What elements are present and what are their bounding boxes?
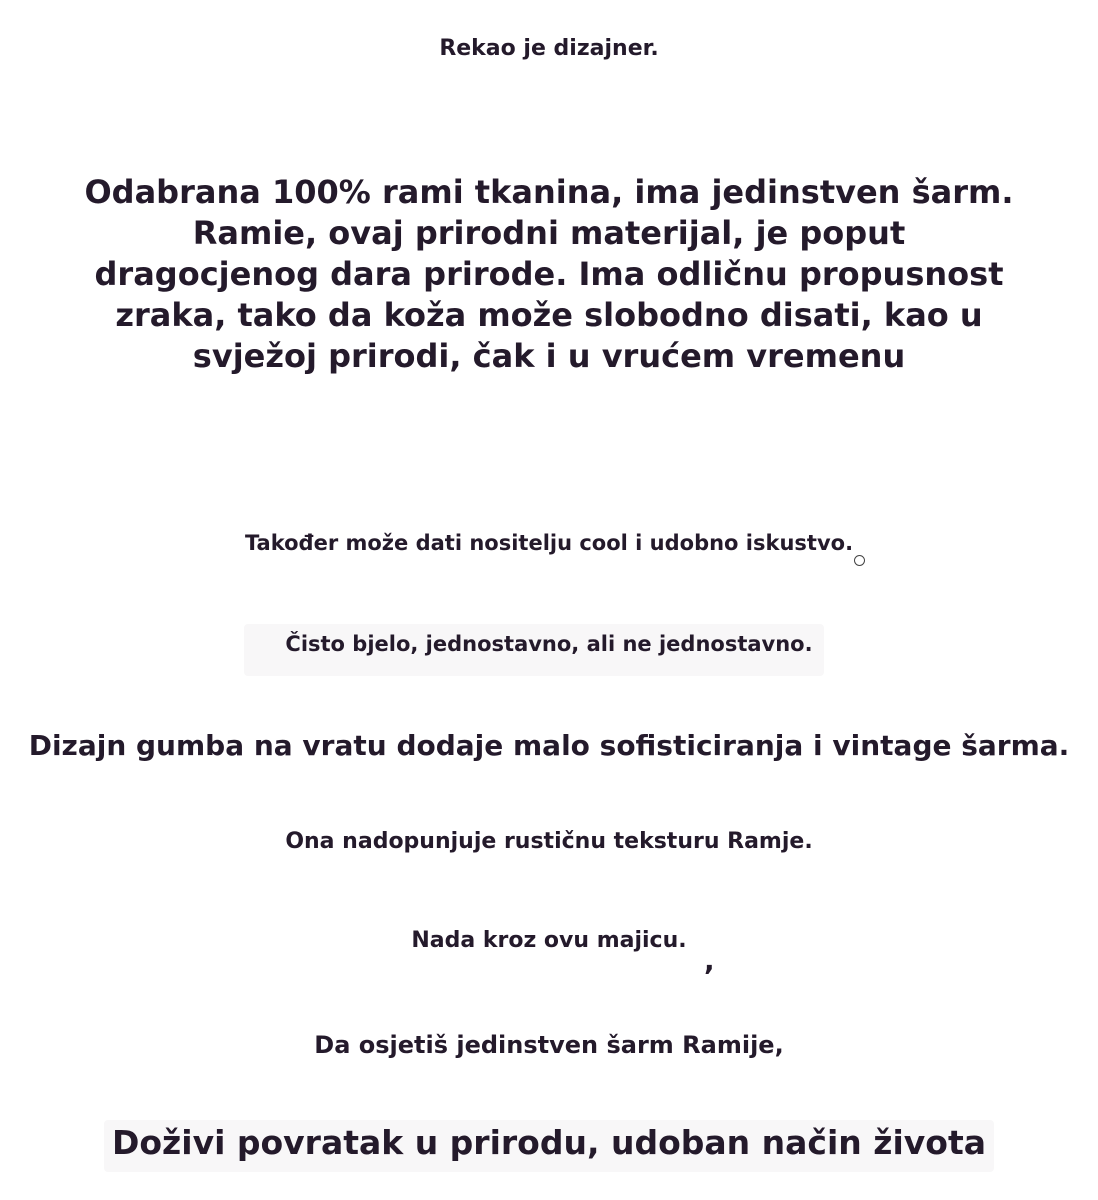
text-line-5: Nada kroz ovu majicu. (411, 928, 687, 953)
intro-text: Rekao je dizajner. (439, 36, 659, 61)
circle-mark-icon (854, 555, 865, 566)
stray-comma: , (704, 944, 715, 977)
text-line-3: Dizajn gumba na vratu dodaje malo sofisticiranja i vintage šarma. (28, 729, 1070, 762)
text-line-1: Također može dati nositelju cool i udobno iskustvo. (244, 531, 854, 555)
text-line-6: Da osjetiš jedinstven šarm Ramije, (314, 1031, 784, 1059)
text-line-7: Doživi povratak u prirodu, udoban način života (111, 1123, 987, 1162)
text-line-4: Ona nadopunjuje rustičnu teksturu Ramje. (285, 829, 813, 854)
text-line-2: Čisto bjelo, jednostavno, ali ne jednostavno. (285, 632, 813, 656)
main-paragraph: Odabrana 100% rami tkanina, ima jedinstven šarm. Ramie, ovaj prirodni materijal, je poput dragocjenog dara prirode. Ima odličnu propusnost zraka, tako da koža može slobodno disati, kao u svježoj prirodi, čak i u vrućem vremenu (84, 173, 1014, 375)
